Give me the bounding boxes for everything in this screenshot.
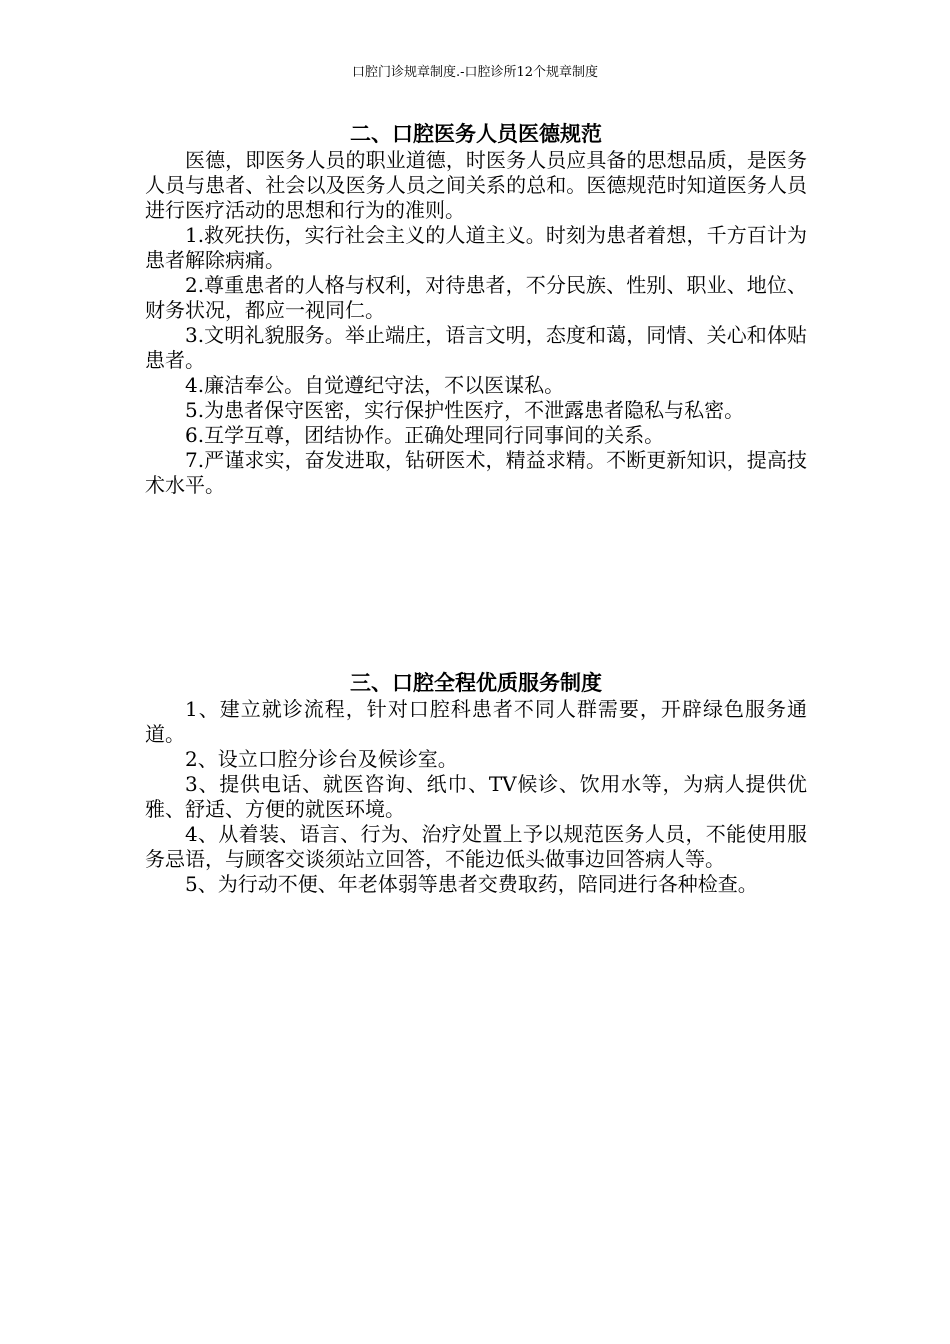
list-item: 7.严谨求实，奋发进取，钻研医术，精益求精。不断更新知识，提高技术水平。	[145, 448, 807, 497]
list-item: 5、为行动不便、年老体弱等患者交费取药，陪同进行各种检查。	[185, 872, 758, 896]
list-item: 1、建立就诊流程，针对口腔科患者不同人群需要，开辟绿色服务通道。	[145, 697, 807, 746]
list-item: 1.救死扶伤，实行社会主义的人道主义。时刻为患者着想，千方百计为患者解除病痛。	[145, 223, 807, 272]
section-quality-service	[145, 669, 807, 897]
list-item: 4.廉洁奉公。自觉遵纪守法，不以医谋私。	[185, 373, 565, 397]
list-item: 3、提供电话、就医咨询、纸巾、TV候诊、饮用水等，为病人提供优雅、舒适、方便的就医环境。	[145, 772, 807, 821]
list-item: 5.为患者保守医密，实行保护性医疗，不泄露患者隐私与私密。	[185, 398, 745, 422]
list-item: 3.文明礼貌服务。举止端庄，语言文明，态度和蔼，同情、关心和体贴患者。	[145, 323, 807, 372]
section-title: 三、口腔全程优质服务制度	[350, 671, 602, 695]
section-title: 二、口腔医务人员医德规范	[350, 122, 602, 146]
list-item: 2.尊重患者的人格与权利，对待患者，不分民族、性别、职业、地位、财务状况，都应一视同仁。	[145, 273, 807, 322]
running-header: 口腔门诊规章制度.-口腔诊所12个规章制度	[351, 65, 599, 80]
list-item: 6.互学互尊，团结协作。正确处理同行同事间的关系。	[185, 423, 665, 447]
list-item: 4、从着装、语言、行为、治疗处置上予以规范医务人员，不能使用服务忌语，与顾客交谈须站立回答，不能边低头做事边回答病人等。	[145, 822, 807, 871]
list-item: 2、设立口腔分诊台及候诊室。	[185, 747, 458, 771]
section-medical-ethics	[145, 120, 807, 498]
paragraph-intro: 医德，即医务人员的职业道德，时医务人员应具备的思想品质，是医务人员与患者、社会以及医务人员之间关系的总和。医德规范时知道医务人员进行医疗活动的思想和行为的准则。	[145, 148, 807, 222]
